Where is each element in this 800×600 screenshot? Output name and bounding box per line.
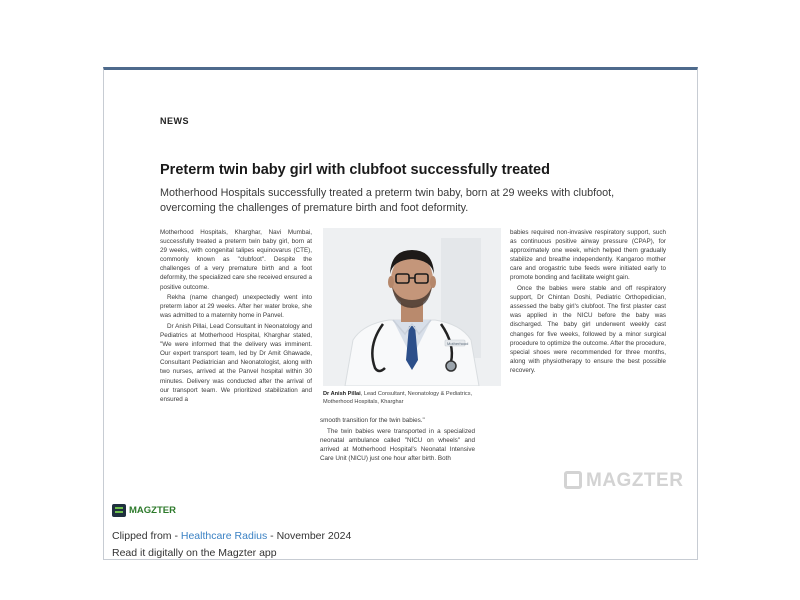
paragraph: Once the babies were stable and off respiratory support, Dr Chintan Doshi, Pediatric Orthopedician, assessed the baby girl's clubfoot. The first plaster cast was applied in the NICU before the baby was discharged. The baby girl underwent weekly cast changes for five weeks, followed by a minor surgical procedure to optimize the outcome. After the procedure, special shoes were recommended for three months, along with physiotherapy to ensure the best possible recovery. (510, 285, 666, 374)
magzter-logo-icon (112, 504, 126, 517)
photo-caption (323, 391, 493, 406)
clipped-prefix: Clipped from - (112, 530, 181, 542)
caption-description: , Lead Consultant, Neonatology & Pediatrics, Motherhood Hospitals, Kharghar (323, 391, 473, 405)
paragraph: The twin babies were transported in a specialized neonatal ambulance called "NICU on wheels" and arrived at Motherhood Hospital's Neonatal Intensive Care Unit (NICU) just one hour after birth. Both (320, 427, 475, 462)
body-column-2 (320, 416, 475, 488)
read-digitally-line: Read it digitally on the Magzter app (112, 547, 277, 559)
publication-link[interactable]: Healthcare Radius (180, 530, 268, 542)
paragraph: babies required non-invasive respiratory support, such as continuous positive airway pressure (CPAP), for approximately one week, which helped them gradually stabilize and breathe independently. Kangaroo mother care and orogastric tube feeds were initiated early to promote bonding and facilitate weight gain. (510, 229, 666, 282)
caption-name: Dr Anish Pillai (323, 391, 361, 397)
clipped-from-line (112, 530, 351, 542)
magzter-logo[interactable] (112, 503, 176, 517)
paragraph: Motherhood Hospitals, Kharghar, Navi Mumbai, successfully treated a preterm twin baby girl, born at 29 weeks, with congenital talipes equinovarus (CTE), commonly known as "clubfoot". Despite the challenges of a very premature birth and a foot deformity, the specialized care she received ensured a positive outcome. (160, 229, 312, 291)
body-column-3 (510, 228, 666, 488)
deck: Motherhood Hospitals successfully treated a preterm twin baby, born at 29 weeks with clubfoot, overcoming the challenges of premature birth and foot deformity. (160, 187, 615, 214)
doctor-photo (323, 228, 501, 386)
clipped-suffix: - November 2024 (267, 530, 352, 542)
section-label: NEWS (160, 116, 189, 126)
magzter-logo-text: MAGZTER (129, 504, 176, 516)
paragraph: Dr Anish Pillai, Lead Consultant in Neonatology and Pediatrics at Motherhood Hospital, Kharghar stated, "We were informed that the delivery was imminent. Our expert transport team, led by Dr Amit Ghawade, Consultant Pediatrician and Neonatologist, along with two nurses, arrived at the Panvel hospital within 30 minutes. Delivery was conducted after the arrival of our transport team. We prioritized stabilization and ensured a (160, 322, 312, 403)
body-column-1 (160, 228, 312, 488)
magzter-watermark-icon (564, 471, 582, 489)
headline: Preterm twin baby girl with clubfoot successfully treated (160, 162, 550, 178)
paragraph: smooth transition for the twin babies." (320, 417, 425, 424)
magzter-watermark (564, 470, 683, 492)
paragraph: Rekha (name changed) unexpectedly went into preterm labor at 29 weeks. After her water broke, she was admitted to a maternity home in Panvel. (160, 294, 312, 320)
watermark-text: MAGZTER (586, 470, 684, 491)
coat-badge-text: Motherhood (447, 341, 469, 346)
doctor-portrait-illustration (323, 228, 501, 386)
article-clipping (103, 67, 698, 560)
